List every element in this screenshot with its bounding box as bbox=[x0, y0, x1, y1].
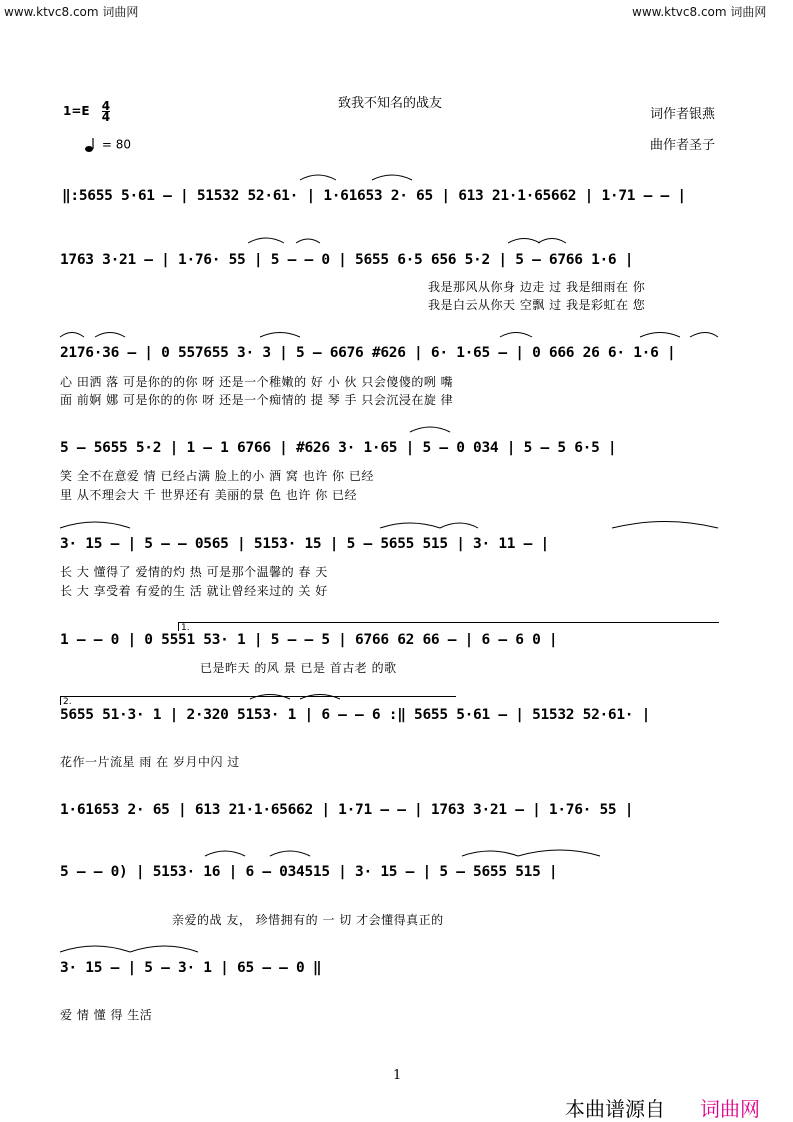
slur bbox=[95, 333, 125, 338]
staff-line-4: 5 — 5655 5·2 | 1 — 1 6766 | #626 3· 1·65 | 5 — 0 034 | 5 — 5 6·5 | bbox=[60, 440, 617, 456]
staff-line-9: 5 — — 0) | 5153· 16 | 6 — 034515 | 3· 15 — | 5 — 5655 515 | bbox=[60, 864, 558, 880]
slur bbox=[205, 851, 245, 856]
slur bbox=[60, 333, 84, 338]
slur bbox=[518, 850, 600, 856]
slur bbox=[500, 333, 532, 338]
slur bbox=[538, 239, 566, 244]
watermark-left: www.ktvc8.com 词曲网 bbox=[4, 5, 139, 19]
lyric-line-3a: 心 田洒 落 可是你的的你 呀 还是一个稚嫩的 好 小 伙 只会傻傻的咧 嘴 bbox=[60, 375, 454, 389]
slur bbox=[270, 851, 310, 856]
slur bbox=[640, 333, 680, 338]
slur bbox=[60, 522, 130, 528]
slur bbox=[410, 427, 450, 432]
second-ending-label: 2. bbox=[63, 697, 72, 707]
slur bbox=[508, 239, 540, 244]
staff-line-2: 1763 3·21 — | 1·76· 55 | 5 — — 0 | 5655 6·5 656 5·2 | 5 — 6766 1·6 | bbox=[60, 252, 634, 268]
slur bbox=[612, 522, 718, 529]
staff-line-6: 1 — — 0 | 0 5551 53· 1 | 5 — — 5 | 6766 62 66 — | 6 — 6 0 | bbox=[60, 632, 558, 648]
footer-site-logo: 词曲网 bbox=[700, 1097, 760, 1121]
staff-line-10: 3· 15 — | 5 — 3· 1 | 65 — — 0 ‖ bbox=[60, 960, 322, 976]
tempo-value: = 80 bbox=[101, 137, 131, 152]
lyric-line-2b: 我是白云从你天 空飘 过 我是彩虹在 您 bbox=[428, 298, 646, 312]
slur bbox=[380, 523, 440, 528]
staff-line-3: 2176·36 — | 0 557655 3· 3 | 5 — 6676 #626 | 6· 1·65 — | 0 666 26 6· 1·6 | bbox=[60, 345, 676, 361]
lyric-line-7: 花作一片流星 雨 在 岁月中闪 过 bbox=[60, 755, 240, 769]
staff-line-1: ‖:5655 5·61 — | 51532 52·61· | 1·61653 2· 65 | 613 21·1·65662 | 1·71 — — | bbox=[62, 188, 686, 204]
first-ending-label: 1. bbox=[181, 623, 190, 633]
lyric-line-4a: 笑 全不在意爱 情 已经占满 脸上的小 酒 窝 也许 你 已经 bbox=[60, 469, 374, 483]
slur bbox=[250, 695, 290, 700]
song-title: 致我不知名的战友 bbox=[338, 96, 443, 111]
lyric-line-9: 亲爱的战 友， 珍惜拥有的 一 切 才会懂得真正的 bbox=[172, 913, 444, 927]
staff-line-5: 3· 15 — | 5 — — 0565 | 5153· 15 | 5 — 5655 515 | 3· 11 — | bbox=[60, 536, 549, 552]
slur bbox=[130, 946, 198, 952]
lyric-line-2a: 我是那风从你身 边走 过 我是细雨在 你 bbox=[428, 280, 646, 294]
lyric-line-4b: 里 从不理会大 千 世界还有 美丽的景 色 也许 你 已经 bbox=[60, 488, 358, 502]
watermark-right: www.ktvc8.com 词曲网 bbox=[632, 5, 767, 19]
slur bbox=[60, 946, 130, 952]
lyric-line-5b: 长 大 享受着 有爱的生 活 就让曾经来过的 关 好 bbox=[60, 584, 328, 598]
slur bbox=[372, 175, 412, 180]
slur bbox=[300, 695, 340, 700]
lyric-line-5a: 长 大 懂得了 爱情的灼 热 可是那个温馨的 春 天 bbox=[60, 565, 328, 579]
time-signature-bottom: 4 bbox=[101, 110, 111, 124]
slur bbox=[296, 239, 320, 243]
slur bbox=[440, 523, 478, 528]
lyric-line-6: 已是昨天 的风 景 已是 首古老 的歌 bbox=[200, 661, 397, 675]
key-label: 1=E bbox=[63, 104, 90, 118]
page-number: 1 bbox=[393, 1068, 402, 1083]
slur bbox=[300, 175, 336, 180]
slur bbox=[260, 333, 300, 338]
lyricist-credit: 词作者银燕 bbox=[650, 107, 716, 122]
slur bbox=[462, 851, 518, 856]
staff-line-8: 1·61653 2· 65 | 613 21·1·65662 | 1·71 — — | 1763 3·21 — | 1·76· 55 | bbox=[60, 802, 634, 818]
lyric-line-3b: 面 前婀 娜 可是你的的你 呀 还是一个痴情的 提 琴 手 只会沉浸在旋 律 bbox=[60, 393, 454, 407]
staff-line-7: 5655 51·3· 1 | 2·320 5153· 1 | 6 — — 6 :‖ 5655 5·61 — | 51532 52·61· | bbox=[60, 707, 651, 723]
lyric-line-10: 爱 情 懂 得 生活 bbox=[60, 1008, 153, 1022]
time-signature-top: 4 bbox=[101, 99, 111, 113]
slur bbox=[690, 333, 718, 338]
footer-source-text: 本曲谱源自 bbox=[565, 1097, 665, 1121]
composer-credit: 曲作者圣子 bbox=[650, 138, 716, 153]
slur bbox=[248, 238, 284, 243]
